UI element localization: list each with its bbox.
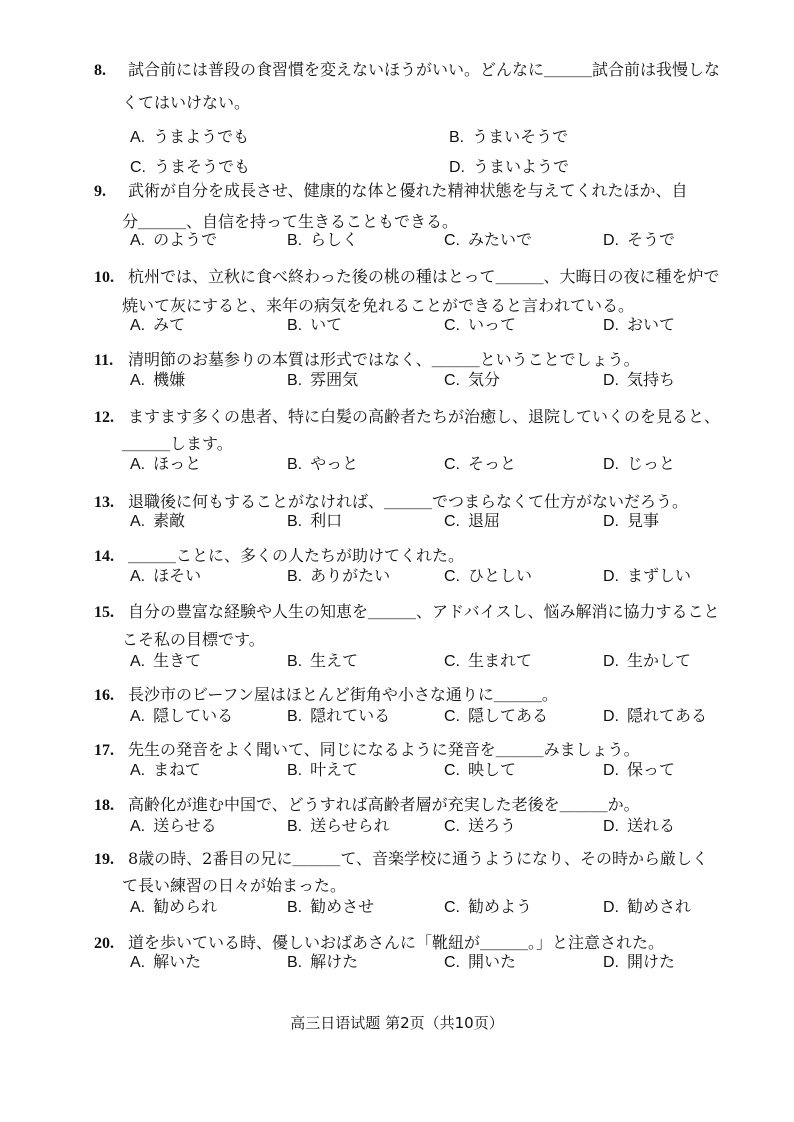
option-letter: C.: [444, 513, 460, 530]
option-text: 機嫌: [153, 370, 186, 389]
option-letter: D.: [603, 708, 619, 725]
option-letter: A.: [130, 129, 146, 146]
option-letter: B.: [287, 568, 303, 585]
option-a[interactable]: [130, 896, 217, 919]
question-number: 16.: [94, 687, 114, 704]
option-text: 雰囲気: [310, 370, 359, 389]
option-text: 生きて: [153, 651, 202, 670]
option-text: 素敵: [153, 511, 186, 530]
question-stem-continued: [122, 433, 233, 455]
option-a[interactable]: [130, 126, 249, 149]
option-text: みたいで: [468, 230, 533, 249]
option-text: ひとしい: [468, 566, 533, 585]
option-a[interactable]: [130, 705, 233, 728]
option-b[interactable]: [287, 650, 358, 673]
question-stem-continued: [122, 629, 265, 651]
option-letter: D.: [449, 159, 465, 176]
question-number: 19.: [94, 851, 114, 868]
question-text: ますます多くの患者、特に白髪の高齢者たちが治癒し、退院していくのを見ると、: [128, 407, 721, 426]
option-text: まねて: [153, 760, 201, 779]
option-text: みて: [153, 315, 186, 334]
option-text: いて: [310, 315, 343, 334]
option-letter: B.: [287, 899, 303, 916]
question-stem: [94, 180, 688, 203]
option-letter: C.: [444, 762, 460, 779]
option-d[interactable]: [603, 510, 659, 533]
option-letter: C.: [444, 708, 460, 725]
option-c[interactable]: [444, 510, 500, 533]
option-text: 隠れている: [310, 706, 391, 725]
option-letter: A.: [130, 232, 146, 249]
option-letter: D.: [603, 456, 619, 473]
option-letter: B.: [287, 762, 303, 779]
option-text: 生まれて: [468, 651, 533, 670]
option-d[interactable]: [603, 815, 675, 838]
option-text: 勧めされ: [627, 897, 692, 916]
option-a[interactable]: [130, 815, 217, 838]
option-letter: C.: [444, 818, 460, 835]
option-d[interactable]: [449, 156, 569, 179]
option-a[interactable]: [130, 650, 201, 673]
option-c[interactable]: [444, 896, 532, 919]
question-stem-continued: [122, 875, 346, 897]
option-letter: D.: [603, 513, 619, 530]
option-text: ほそい: [153, 566, 202, 585]
question-text: ＿＿＿ことに、多くの人たちが助けてくれた。: [128, 546, 465, 565]
option-letter: B.: [287, 513, 303, 530]
option-letter: C.: [444, 456, 460, 473]
option-b[interactable]: [287, 565, 390, 588]
option-letter: B.: [449, 129, 465, 146]
option-letter: B.: [287, 317, 303, 334]
option-b[interactable]: [287, 951, 358, 974]
option-c[interactable]: [444, 314, 516, 337]
option-text: 勧めさせ: [310, 897, 375, 916]
question-text: こそ私の目標です。: [122, 630, 265, 649]
question-number: 14.: [94, 548, 114, 565]
option-text: やっと: [310, 454, 359, 473]
option-letter: A.: [130, 954, 146, 971]
option-letter: B.: [287, 232, 303, 249]
option-letter: D.: [603, 232, 619, 249]
option-b[interactable]: [287, 229, 358, 252]
option-text: らしく: [310, 230, 359, 249]
option-text: 映して: [468, 760, 517, 779]
question-text: 8歳の時、2番目の兄に＿＿＿て、音楽学校に通うようになり、その時から厳しく: [128, 849, 709, 868]
question-stem: [94, 266, 720, 289]
option-text: 隠してある: [468, 706, 549, 725]
option-letter: A.: [130, 513, 146, 530]
option-text: 開けた: [627, 952, 676, 971]
option-letter: A.: [130, 372, 146, 389]
option-text: そっと: [468, 454, 517, 473]
option-letter: B.: [287, 954, 303, 971]
page-footer: 高三日语试题 第2页（共10页）: [290, 1014, 504, 1032]
question-text: 分＿＿＿、自信を持って生きることもできる。: [122, 212, 459, 231]
question-stem: [94, 848, 708, 871]
option-text: 隠している: [153, 706, 234, 725]
question-text: 杭州では、立秋に食べ終わった後の桃の種はとって＿＿＿、大晦日の夜に種を炉で: [128, 267, 720, 286]
option-text: ほっと: [153, 454, 202, 473]
option-letter: D.: [603, 899, 619, 916]
option-letter: B.: [287, 456, 303, 473]
option-letter: B.: [287, 372, 303, 389]
option-text: 送らせる: [153, 816, 217, 835]
question-text: 焼いて灰にすると、来年の病気を免れることができると言われている。: [122, 296, 635, 315]
question-number: 12.: [94, 409, 114, 426]
question-text: 清明節のお墓参りの本質は形式ではなく、＿＿＿ということでしょう。: [128, 350, 640, 369]
option-c[interactable]: [444, 369, 500, 392]
option-c[interactable]: [444, 453, 516, 476]
option-letter: C.: [444, 317, 460, 334]
option-a[interactable]: [130, 951, 201, 974]
option-a[interactable]: [130, 510, 185, 533]
option-text: いって: [468, 315, 517, 334]
option-d[interactable]: [603, 896, 691, 919]
option-b[interactable]: [287, 510, 342, 533]
option-text: ありがたい: [310, 566, 391, 585]
question-number: 10.: [94, 269, 114, 286]
option-text: じっと: [627, 454, 676, 473]
option-letter: B.: [287, 818, 303, 835]
option-d[interactable]: [603, 453, 675, 476]
question-stem: [94, 794, 640, 817]
option-text: 解けた: [310, 952, 359, 971]
question-stem: [94, 601, 720, 624]
option-letter: D.: [603, 372, 619, 389]
option-letter: C.: [444, 899, 460, 916]
option-text: 開いた: [468, 952, 517, 971]
option-letter: C.: [444, 372, 460, 389]
option-a[interactable]: [130, 565, 201, 588]
option-d[interactable]: [603, 650, 691, 673]
option-letter: D.: [603, 818, 619, 835]
option-text: うまいようで: [473, 157, 570, 176]
question-stem-continued: [122, 295, 634, 317]
question-text: 自分の豊富な経験や人生の知恵を＿＿＿、アドバイスし、悩み解消に協力すること: [128, 602, 720, 621]
question-number: 20.: [94, 935, 114, 952]
option-text: 送らせられ: [310, 816, 390, 835]
question-text: 試合前には普段の食習慣を変えないほうがいい。どんなに＿＿＿試合前は我慢しな: [128, 60, 721, 79]
option-d[interactable]: [603, 759, 675, 782]
question-stem-continued: [122, 92, 250, 114]
option-text: 解いた: [153, 952, 202, 971]
question-text: 長沙市のビーフン屋はほとんど街角や小さな通りに＿＿＿。: [128, 685, 558, 704]
option-a[interactable]: [130, 453, 201, 476]
option-b[interactable]: [287, 759, 358, 782]
option-d[interactable]: [603, 951, 675, 974]
option-letter: A.: [130, 456, 146, 473]
option-text: 生えて: [310, 651, 359, 670]
option-text: 気分: [468, 370, 501, 389]
question-number: 9.: [94, 183, 106, 200]
option-letter: C.: [444, 954, 460, 971]
option-a[interactable]: [130, 229, 217, 252]
option-letter: C.: [444, 232, 460, 249]
option-letter: D.: [603, 317, 619, 334]
option-a[interactable]: [130, 759, 201, 782]
question-stem: [94, 406, 720, 429]
option-c[interactable]: [444, 705, 548, 728]
option-letter: A.: [130, 317, 146, 334]
option-text: 勧められ: [153, 897, 218, 916]
option-text: のようで: [153, 230, 218, 249]
option-text: 送れる: [627, 816, 676, 835]
option-letter: D.: [603, 653, 619, 670]
option-letter: A.: [130, 899, 146, 916]
option-b[interactable]: [287, 896, 374, 919]
option-text: うまようでも: [153, 127, 250, 146]
option-letter: C.: [130, 159, 146, 176]
option-text: 叶えて: [310, 760, 359, 779]
question-text: 武術が自分を成長させ、健康的な体と優れた精神状態を与えてくれたほか、自: [128, 181, 688, 200]
option-a[interactable]: [130, 314, 185, 337]
option-d[interactable]: [603, 369, 675, 392]
question-number: 13.: [94, 494, 114, 511]
option-b[interactable]: [287, 705, 390, 728]
question-stem: [94, 59, 720, 82]
option-d[interactable]: [603, 229, 675, 252]
question-number: 17.: [94, 742, 114, 759]
option-letter: D.: [603, 954, 619, 971]
option-letter: B.: [287, 708, 303, 725]
option-text: 退屈: [468, 511, 501, 530]
question-number: 15.: [94, 604, 114, 621]
question-stem: [94, 684, 558, 707]
option-b[interactable]: [287, 453, 358, 476]
question-number: 11.: [94, 352, 114, 369]
option-text: 勧めよう: [468, 897, 533, 916]
option-d[interactable]: [603, 565, 691, 588]
option-letter: D.: [603, 568, 619, 585]
option-b[interactable]: [287, 815, 390, 838]
option-c[interactable]: [444, 565, 532, 588]
option-c[interactable]: [444, 759, 516, 782]
option-text: 気持ち: [627, 370, 676, 389]
option-letter: A.: [130, 653, 146, 670]
option-d[interactable]: [603, 314, 675, 337]
option-a[interactable]: [130, 369, 185, 392]
option-text: 送ろう: [468, 816, 517, 835]
option-letter: D.: [603, 762, 619, 779]
question-text: 高齢化が進む中国で、どうすれば高齢者層が充実した老後を＿＿＿か。: [128, 795, 640, 814]
question-number: 8.: [94, 62, 106, 79]
option-letter: A.: [130, 708, 146, 725]
option-c[interactable]: [444, 229, 532, 252]
option-text: 隠れてある: [627, 706, 708, 725]
question-text: て長い練習の日々が始まった。: [122, 876, 347, 895]
option-text: うまそうでも: [154, 157, 251, 176]
option-c[interactable]: [444, 815, 516, 838]
option-letter: A.: [130, 818, 146, 835]
option-text: まずしい: [627, 566, 692, 585]
option-letter: C.: [444, 568, 460, 585]
option-b[interactable]: [449, 126, 568, 149]
question-text: 退職後に何もすることがなければ、＿＿＿でつまらなくて仕方がないだろう。: [128, 492, 689, 511]
question-text: 道を歩いている時、優しいおばあさんに「靴紐が＿＿＿。」と注意された。: [128, 933, 665, 952]
option-c[interactable]: [444, 650, 532, 673]
option-c[interactable]: [444, 951, 516, 974]
option-text: 利口: [310, 511, 343, 530]
option-text: 見事: [627, 511, 660, 530]
option-text: うまいそうで: [472, 127, 569, 146]
question-number: 18.: [94, 797, 114, 814]
option-b[interactable]: [287, 314, 342, 337]
option-letter: C.: [444, 653, 460, 670]
option-letter: A.: [130, 762, 146, 779]
option-text: おいて: [627, 315, 676, 334]
option-c[interactable]: [130, 156, 250, 179]
option-text: そうで: [627, 230, 676, 249]
option-letter: A.: [130, 568, 146, 585]
question-text: くてはいけない。: [122, 93, 251, 112]
question-text: 先生の発音をよく聞いて、同じになるように発音を＿＿＿みましょう。: [128, 740, 640, 759]
option-text: 保って: [627, 760, 676, 779]
option-letter: B.: [287, 653, 303, 670]
option-b[interactable]: [287, 369, 358, 392]
option-d[interactable]: [603, 705, 707, 728]
option-text: 生かして: [627, 651, 692, 670]
question-text: ＿＿＿します。: [122, 434, 233, 453]
